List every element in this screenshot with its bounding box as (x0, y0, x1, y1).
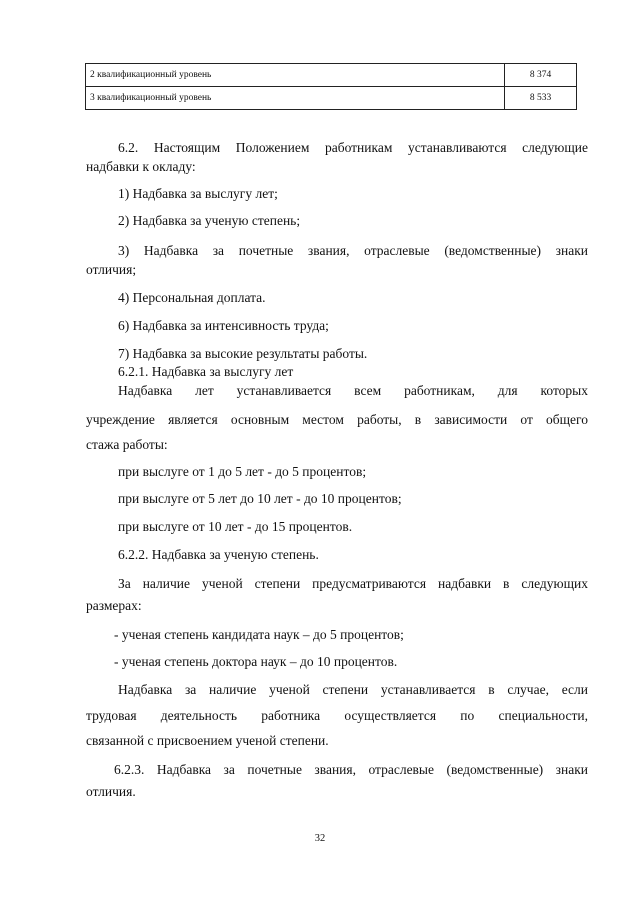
paragraph-6-2-1-line-1: Надбавка лет устанавливается всем работникам, для которых (118, 383, 588, 398)
list-item-continuation: отличия; (86, 262, 137, 277)
list-item: 1) Надбавка за выслугу лет; (118, 186, 278, 201)
list-item: при выслуге от 1 до 5 лет - до 5 процентов; (118, 464, 367, 479)
section-title-6-2-3: 6.2.3. Надбавка за почетные звания, отраслевые (ведомственные) знаки (114, 762, 588, 777)
section-title-6-2-1: 6.2.1. Надбавка за выслугу лет (118, 364, 294, 379)
list-item: 7) Надбавка за высокие результаты работы. (118, 346, 368, 361)
list-item: 2) Надбавка за ученую степень; (118, 213, 301, 228)
table-cell-value: 8 533 (505, 87, 577, 110)
paragraph-6-2-2-line-1: За наличие ученой степени предусматриваются надбавки в следующих (118, 576, 588, 591)
paragraph-6-2-line-2: надбавки к окладу: (86, 159, 196, 174)
table-cell-level: 3 квалификационный уровень (86, 87, 505, 110)
paragraph-6-2-3-line-2: отличия. (86, 784, 136, 799)
list-item: 3) Надбавка за почетные звания, отраслевые (ведомственные) знаки (118, 243, 588, 258)
page-number: 32 (314, 833, 326, 844)
list-item: при выслуге от 10 лет - до 15 процентов. (118, 519, 353, 534)
list-item: - ученая степень кандидата наук – до 5 процентов; (114, 627, 404, 642)
list-item: при выслуге от 5 лет до 10 лет - до 10 процентов; (118, 491, 402, 506)
list-item: - ученая степень доктора наук – до 10 процентов. (114, 654, 398, 669)
list-item: 4) Персональная доплата. (118, 290, 266, 305)
paragraph-6-2-1-line-2: учреждение является основным местом работы, в зависимости от общего (86, 412, 588, 427)
paragraph-6-2-2b-line-3: связанной с присвоением ученой степени. (86, 733, 329, 748)
table-row (86, 87, 577, 110)
table-cell-level: 2 квалификационный уровень (86, 64, 505, 87)
paragraph-6-2-2-line-2: размерах: (86, 598, 142, 613)
paragraph-6-2-2b-line-2: трудовая деятельность работника осуществляется по специальности, (86, 708, 588, 723)
table-row (86, 64, 577, 87)
list-item: 6) Надбавка за интенсивность труда; (118, 318, 329, 333)
section-title-6-2-2: 6.2.2. Надбавка за ученую степень. (118, 547, 319, 562)
salary-table (85, 63, 577, 110)
paragraph-6-2-line-1: 6.2. Настоящим Положением работникам устанавливаются следующие (118, 140, 588, 155)
paragraph-6-2-1-line-3: стажа работы: (86, 437, 168, 452)
paragraph-6-2-2b-line-1: Надбавка за наличие ученой степени устанавливается в случае, если (118, 682, 588, 697)
table-cell-value: 8 374 (505, 64, 577, 87)
